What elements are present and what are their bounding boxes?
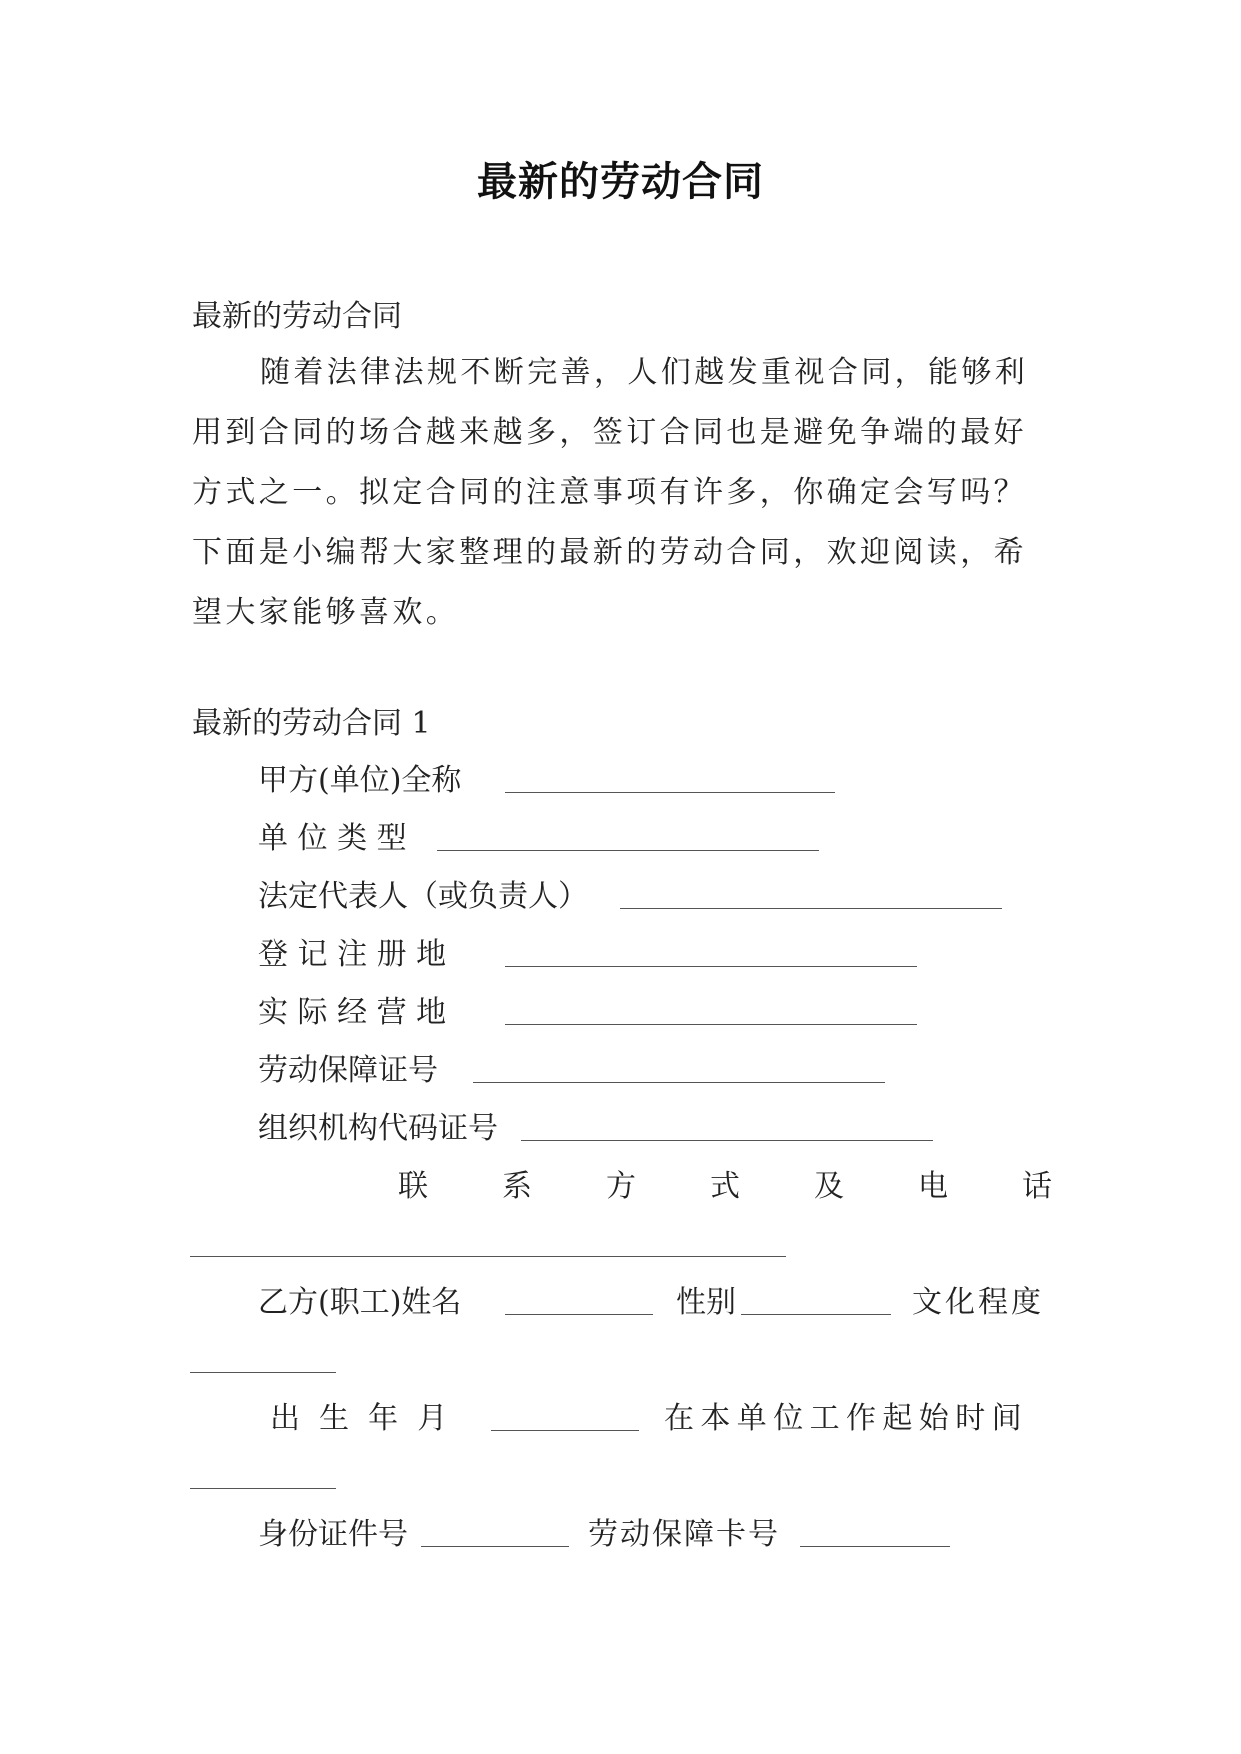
labor-security-no-label: 劳动保障证号 xyxy=(258,1053,438,1088)
org-code-no-label: 组织机构代码证号 xyxy=(258,1111,498,1146)
id-no-blank xyxy=(421,1546,569,1547)
contact-char: 联 xyxy=(398,1169,428,1204)
intro-paragraph: 随着法律法规不断完善，人们越发重视合同，能够利用到合同的场合越来越多，签订合同也是避免争端的最好方式之一。拟定合同的注意事项有许多，你确定会写吗？下面是小编帮大家整理的最新的劳动合同，欢迎阅读，希望大家能够喜欢。 xyxy=(192,355,1029,630)
education-label: 文化程度 xyxy=(912,1285,1044,1320)
legal-rep-blank xyxy=(620,908,1002,909)
operating-address-label: 实 际 经 营 地 xyxy=(258,995,447,1030)
section-heading: 最新的劳动合同 1 xyxy=(192,706,431,741)
unit-type-label: 单 位 类 型 xyxy=(258,821,407,856)
operating-address-blank xyxy=(505,1024,917,1025)
document-title: 最新的劳动合同 xyxy=(477,158,764,205)
contact-char: 电 xyxy=(918,1169,948,1204)
party-a-full-name-blank xyxy=(505,792,835,793)
party-b-name-blank xyxy=(505,1314,653,1315)
labor-card-no-label: 劳动保障卡号 xyxy=(588,1517,780,1552)
birth-date-label: 出 生 年 月 xyxy=(270,1401,448,1436)
legal-rep-label: 法定代表人（或负责人） xyxy=(258,879,588,914)
labor-security-no-blank xyxy=(473,1082,885,1083)
org-code-no-blank xyxy=(521,1140,933,1141)
education-blank xyxy=(190,1372,336,1373)
document-subtitle: 最新的劳动合同 xyxy=(192,299,402,334)
contact-blank xyxy=(190,1256,786,1257)
contact-char: 及 xyxy=(814,1169,844,1204)
contact-char: 系 xyxy=(502,1169,532,1204)
party-a-full-name-label: 甲方(单位)全称 xyxy=(258,763,462,798)
contact-char: 话 xyxy=(1022,1169,1052,1204)
contact-label xyxy=(398,1167,1052,1207)
contact-char: 方 xyxy=(606,1169,636,1204)
start-time-blank xyxy=(190,1488,336,1489)
registered-address-blank xyxy=(505,966,917,967)
start-time-label: 在本单位工作起始时间 xyxy=(664,1401,1028,1436)
birth-date-blank xyxy=(491,1430,639,1431)
contact-char: 式 xyxy=(710,1169,740,1204)
unit-type-blank xyxy=(437,850,819,851)
id-no-label: 身份证件号 xyxy=(258,1517,408,1552)
registered-address-label: 登 记 注 册 地 xyxy=(258,937,447,972)
gender-blank xyxy=(741,1314,891,1315)
gender-label: 性别 xyxy=(676,1285,736,1320)
labor-card-no-blank xyxy=(800,1546,950,1547)
party-b-name-label: 乙方(职工)姓名 xyxy=(258,1285,462,1320)
